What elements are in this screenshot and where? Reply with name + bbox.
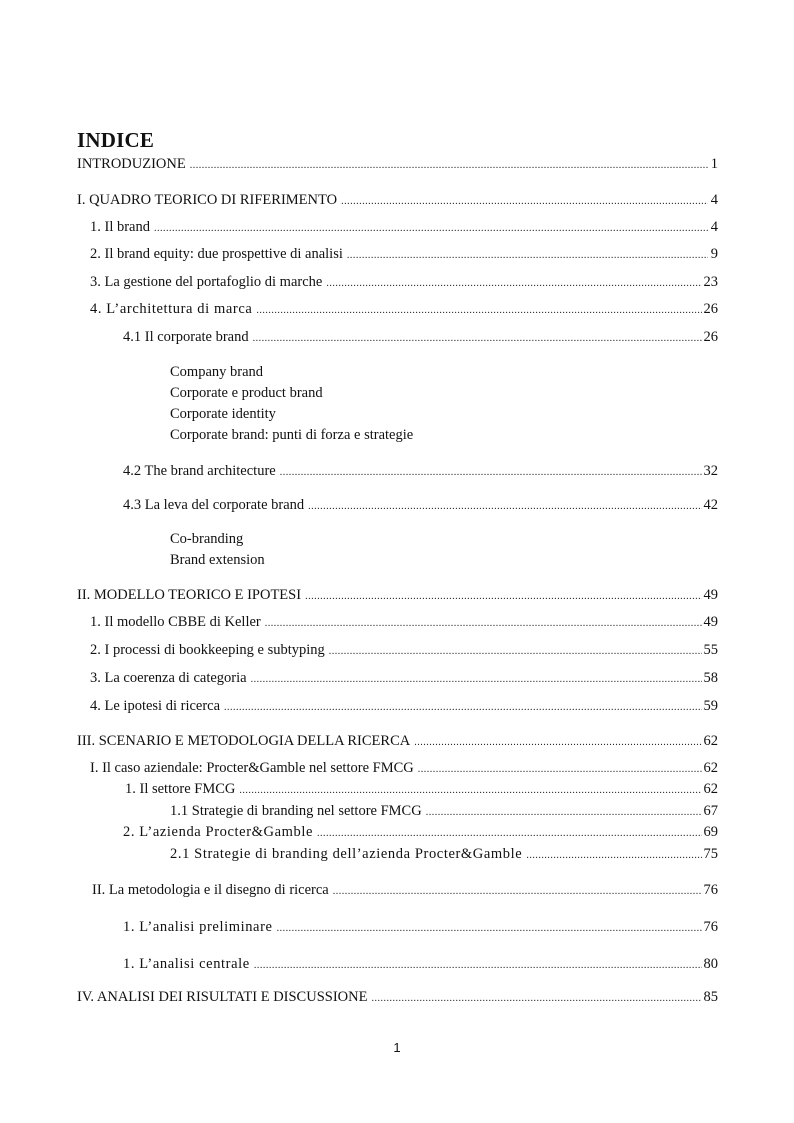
toc-entry[interactable] — [90, 244, 718, 264]
toc-entry-label: 1. L’analisi centrale — [123, 956, 250, 972]
toc-entry-label: 1. L’analisi preliminare — [123, 919, 273, 935]
toc-entry[interactable] — [92, 880, 718, 900]
toc-entry-page: 62 — [703, 760, 718, 776]
leader-dots — [418, 760, 702, 780]
toc-entry[interactable] — [77, 154, 718, 174]
toc-entry[interactable] — [170, 801, 718, 821]
leader-dots — [341, 192, 708, 212]
leader-dots — [253, 329, 702, 349]
toc-entry[interactable] — [123, 327, 718, 347]
toc-entry-page: 76 — [703, 882, 718, 898]
toc-entry-label: IV. ANALISI DEI RISULTATI E DISCUSSIONE — [77, 989, 368, 1005]
toc-entry-page: 26 — [703, 329, 718, 345]
toc-entry[interactable] — [77, 585, 718, 605]
leader-dots — [154, 219, 708, 239]
toc-entry-label: 1.1 Strategie di branding nel settore FMCG — [170, 803, 422, 819]
toc-entry[interactable] — [123, 954, 718, 974]
toc-entry-label: 1. Il brand — [90, 219, 150, 235]
leader-dots — [414, 733, 701, 753]
toc-entry[interactable] — [90, 612, 718, 632]
toc-entry[interactable] — [123, 917, 718, 937]
sublist-item: Corporate brand: punti di forza e strategie — [170, 427, 414, 443]
toc-entry-label: 2. I processi di bookkeeping e subtyping — [90, 642, 325, 658]
toc-entry-label: 2. L’azienda Procter&Gamble — [123, 824, 314, 840]
toc-entry[interactable] — [77, 731, 718, 751]
toc-entry-label: III. SCENARIO E METODOLOGIA DELLA RICERCA — [77, 733, 411, 749]
toc-entry-page: 62 — [703, 781, 718, 797]
toc-entry-page: 4 — [710, 219, 718, 235]
leader-dots — [224, 698, 701, 718]
toc-entry[interactable] — [77, 987, 718, 1007]
toc-entry-page: 76 — [703, 919, 718, 935]
toc-entry-page: 9 — [710, 246, 718, 262]
page-number: 1 — [393, 1040, 401, 1055]
toc-entry-label: 1. Il modello CBBE di Keller — [90, 614, 261, 630]
toc-entry-label: 4.2 The brand architecture — [123, 463, 276, 479]
toc-entry[interactable] — [123, 495, 718, 515]
sublist-item: Co-branding — [170, 531, 244, 547]
toc-entry-label: 2. Il brand equity: due prospettive di analisi — [90, 246, 343, 262]
toc-entry-page: 67 — [703, 803, 718, 819]
toc-entry[interactable] — [90, 758, 718, 778]
toc-entry-page: 75 — [703, 846, 718, 862]
toc-entry[interactable] — [123, 822, 718, 842]
toc-entry-page: 1 — [710, 156, 718, 172]
toc-entry[interactable] — [90, 217, 718, 237]
leader-dots — [239, 781, 701, 801]
sublist-item: Brand extension — [170, 552, 265, 568]
toc-entry-page: 55 — [703, 642, 718, 658]
leader-dots — [256, 301, 701, 321]
leader-dots — [305, 587, 701, 607]
leader-dots — [251, 670, 702, 690]
toc-entry-label: 2.1 Strategie di branding dell’azienda Procter&Gamble — [170, 846, 523, 862]
toc-entry-page: 23 — [703, 274, 718, 290]
toc-entry-label: INTRODUZIONE — [77, 156, 186, 172]
toc-entry-label: II. MODELLO TEORICO E IPOTESI — [77, 587, 302, 603]
toc-entry[interactable] — [90, 696, 718, 716]
toc-entry[interactable] — [77, 190, 718, 210]
toc-entry[interactable] — [90, 640, 718, 660]
leader-dots — [426, 803, 702, 823]
toc-entry[interactable] — [90, 272, 718, 292]
toc-entry-page: 62 — [703, 733, 718, 749]
leader-dots — [326, 274, 701, 294]
leader-dots — [254, 956, 702, 976]
toc-entry-label: 3. La coerenza di categoria — [90, 670, 247, 686]
leader-dots — [371, 989, 701, 1009]
leader-dots — [190, 156, 708, 176]
toc-entry-label: II. La metodologia e il disegno di ricerca — [92, 882, 329, 898]
leader-dots — [347, 246, 708, 266]
toc-entry-page: 26 — [703, 301, 718, 317]
toc-entry-label: I. Il caso aziendale: Procter&Gamble nel settore FMCG — [90, 760, 414, 776]
toc-entry-label: I. QUADRO TEORICO DI RIFERIMENTO — [77, 192, 338, 208]
toc-entry-page: 80 — [703, 956, 718, 972]
toc-entry-label: 4. L’architettura di marca — [90, 301, 253, 317]
sublist-item: Company brand — [170, 364, 264, 380]
toc-entry-page: 49 — [703, 587, 718, 603]
leader-dots — [277, 919, 702, 939]
toc-entry[interactable] — [123, 461, 718, 481]
toc-entry-page: 59 — [703, 698, 718, 714]
sublist-item: Corporate identity — [170, 406, 276, 422]
page-title: INDICE — [77, 128, 155, 152]
leader-dots — [280, 463, 702, 483]
leader-dots — [317, 824, 701, 844]
toc-entry-page: 49 — [703, 614, 718, 630]
toc-entry-label: 4.3 La leva del corporate brand — [123, 497, 305, 513]
toc-entry-label: 4.1 Il corporate brand — [123, 329, 249, 345]
toc-entry-page: 42 — [703, 497, 718, 513]
leader-dots — [333, 882, 702, 902]
toc-entry-page: 58 — [703, 670, 718, 686]
toc-entry-page: 85 — [703, 989, 718, 1005]
toc-entry-page: 32 — [703, 463, 718, 479]
toc-entry[interactable] — [125, 779, 718, 799]
toc-entry[interactable] — [90, 668, 718, 688]
toc-entry-page: 4 — [710, 192, 718, 208]
toc-entry-label: 4. Le ipotesi di ricerca — [90, 698, 221, 714]
leader-dots — [308, 497, 701, 517]
toc-entry-label: 3. La gestione del portafoglio di marche — [90, 274, 323, 290]
leader-dots — [329, 642, 702, 662]
leader-dots — [265, 614, 702, 634]
toc-entry[interactable] — [90, 299, 718, 319]
sublist-item: Corporate e product brand — [170, 385, 323, 401]
toc-entry[interactable] — [170, 844, 718, 864]
toc-entry-page: 69 — [703, 824, 718, 840]
leader-dots — [526, 846, 701, 866]
toc-entry-label: 1. Il settore FMCG — [125, 781, 236, 797]
